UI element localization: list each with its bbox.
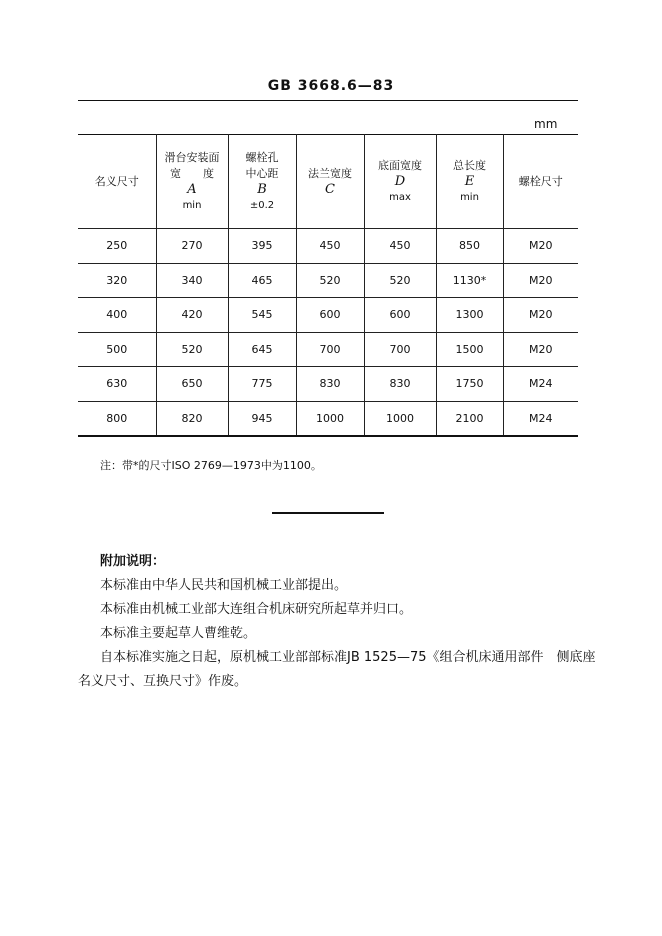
table-cell: M20 (503, 332, 578, 367)
additional-note-line: 本标准由机械工业部大连组合机床研究所起草并归口。 (100, 602, 413, 617)
table-cell: 545 (228, 298, 296, 333)
table-cell: 1000 (364, 401, 436, 436)
table-cell: M20 (503, 263, 578, 298)
table-header-row (78, 135, 578, 229)
table-cell: M24 (503, 401, 578, 436)
table-cell: 500 (78, 332, 156, 367)
table-cell: M20 (503, 229, 578, 264)
table-cell: 600 (296, 298, 364, 333)
table-cell: 700 (364, 332, 436, 367)
header-nominal-size: 名义尺寸 (78, 135, 156, 229)
dimension-table (78, 134, 578, 437)
header-bolt-size: 螺栓尺寸 (503, 135, 578, 229)
additional-note-line: 本标准主要起草人曹维乾。 (100, 626, 257, 641)
header-d: 底面宽度 D max (364, 135, 436, 229)
table-cell: 1500 (436, 332, 503, 367)
table-cell: 450 (364, 229, 436, 264)
standard-code: GB 3668.6—83 (267, 78, 395, 94)
table-cell: 2100 (436, 401, 503, 436)
table-cell: 250 (78, 229, 156, 264)
additional-notes-title: 附加说明： (100, 554, 166, 569)
table-cell: 1300 (436, 298, 503, 333)
table-cell: 1000 (296, 401, 364, 436)
table-row (78, 263, 578, 298)
table-cell: 830 (296, 367, 364, 402)
table-footnote: 注：带*的尺寸ISO 2769—1973中为1100。 (100, 459, 322, 472)
table-cell: 340 (156, 263, 228, 298)
table-cell: 450 (296, 229, 364, 264)
table-cell: 650 (156, 367, 228, 402)
header-b: 螺栓孔 中心距 B ±0.2 (228, 135, 296, 229)
header-rule (78, 100, 578, 101)
table-row (78, 367, 578, 402)
table-cell: 700 (296, 332, 364, 367)
table-row (78, 332, 578, 367)
table-row (78, 401, 578, 436)
table-cell: 775 (228, 367, 296, 402)
table-cell: 645 (228, 332, 296, 367)
table-row (78, 229, 578, 264)
table-cell: 1130* (436, 263, 503, 298)
table-cell: 395 (228, 229, 296, 264)
table-cell: 630 (78, 367, 156, 402)
table-cell: 1750 (436, 367, 503, 402)
table-cell: 465 (228, 263, 296, 298)
table-cell: 945 (228, 401, 296, 436)
header-a: 滑台安装面 宽 度 A min (156, 135, 228, 229)
table-cell: 520 (156, 332, 228, 367)
table-cell: 520 (296, 263, 364, 298)
table-row (78, 298, 578, 333)
table-cell: M20 (503, 298, 578, 333)
table-cell: 830 (364, 367, 436, 402)
table-cell: M24 (503, 367, 578, 402)
table-cell: 600 (364, 298, 436, 333)
header-c: 法兰宽度 C (296, 135, 364, 229)
table-cell: 270 (156, 229, 228, 264)
table-cell: 420 (156, 298, 228, 333)
header-e: 总长度 E min (436, 135, 503, 229)
table-cell: 400 (78, 298, 156, 333)
table-cell: 520 (364, 263, 436, 298)
additional-note-line: 本标准由中华人民共和国机械工业部提出。 (100, 578, 348, 593)
table-cell: 820 (156, 401, 228, 436)
additional-note-line: 自本标准实施之日起，原机械工业部部标准JB 1525—75《组合机床通用部件 侧底座名义尺寸、互换尺寸》作废。 (78, 650, 596, 689)
table-cell: 800 (78, 401, 156, 436)
unit-label: mm (534, 117, 558, 131)
table-cell: 320 (78, 263, 156, 298)
section-divider (272, 512, 384, 514)
additional-notes (78, 550, 598, 694)
table-cell: 850 (436, 229, 503, 264)
